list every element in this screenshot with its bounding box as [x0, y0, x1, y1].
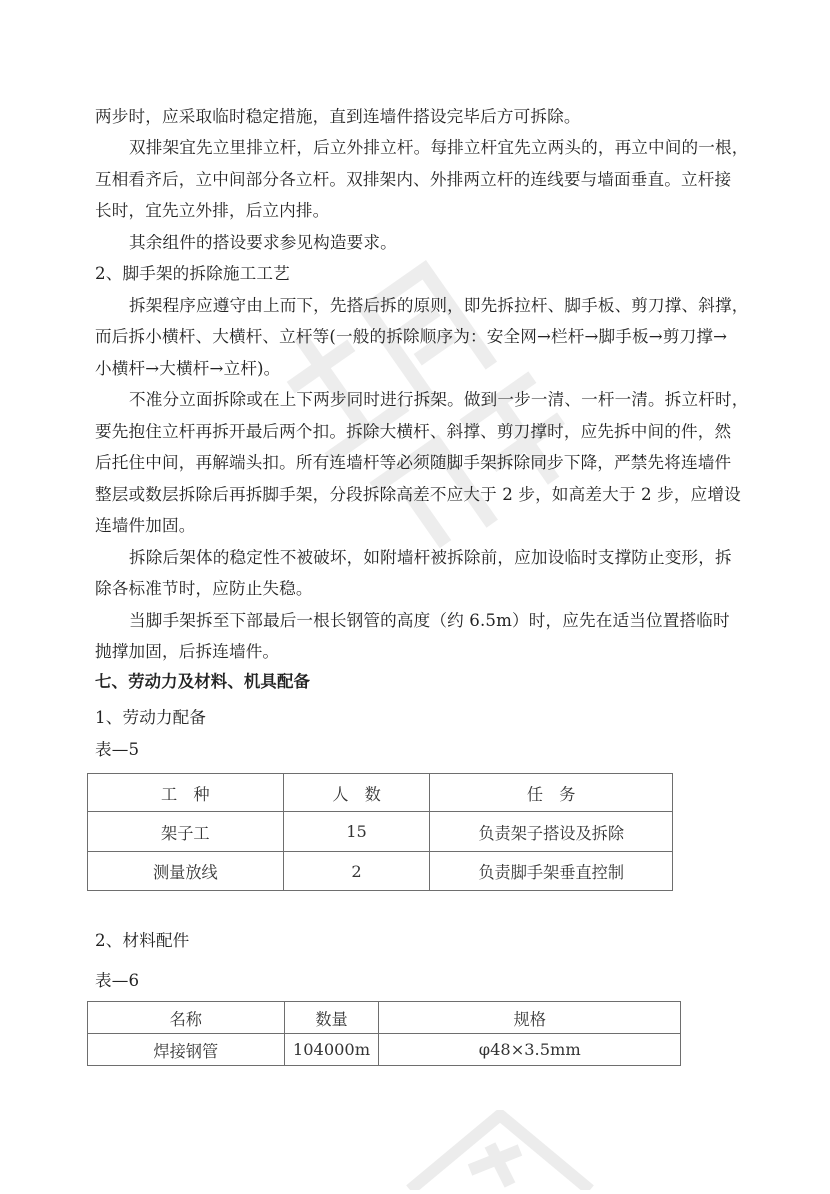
materials-table	[87, 1001, 681, 1066]
body-line: 两步时，应采取临时稳定措施，直到连墙件搭设完毕后方可拆除。	[95, 107, 581, 126]
body-line: 拆除后架体的稳定性不被破坏，如附墙杆被拆除前，应加设临时支撑防止变形，拆	[129, 548, 732, 567]
table-cell: 负责脚手架垂直控制	[430, 852, 673, 891]
table-cell: 2	[283, 852, 430, 891]
body-line: 而后拆小横杆、大横杆、立杆等(一般的拆除顺序为：安全网→栏杆→脚手板→剪刀撑→	[95, 327, 728, 346]
table-cell: 15	[283, 812, 430, 852]
body-line: 其余组件的搭设要求参见构造要求。	[129, 233, 397, 252]
table-row	[88, 852, 673, 891]
subsection-heading-labor: 1、劳动力配备	[95, 708, 207, 727]
table-header-row	[88, 1002, 681, 1034]
body-line: 双排架宜先立里排立杆，后立外排立杆。每排立杆宜先立两头的，再立中间的一根，	[129, 138, 749, 157]
labor-table	[87, 773, 673, 891]
table-row	[88, 1034, 681, 1066]
table-cell: 104000m	[284, 1034, 379, 1066]
table-header-row	[88, 774, 673, 812]
subsection-heading-materials: 2、材料配件	[95, 931, 190, 950]
body-line: 要先抱住立杆再拆开最后两个扣。拆除大横杆、斜撑、剪刀撑时，应先拆中间的件，然	[95, 422, 732, 441]
table-cell: 负责架子搭设及拆除	[430, 812, 673, 852]
column-header: 工 种	[88, 774, 284, 812]
table-6-caption: 表—6	[95, 971, 140, 990]
watermark-icon	[400, 1110, 600, 1190]
subsection-heading: 2、脚手架的拆除施工工艺	[95, 264, 290, 283]
body-line: 抛撑加固，后拆连墙件。	[95, 642, 280, 661]
table-row	[88, 812, 673, 852]
table-cell: 架子工	[88, 812, 284, 852]
body-line: 长时，宜先立外排，后立内排。	[95, 201, 330, 220]
table-5-caption: 表—5	[95, 740, 140, 759]
column-header: 人 数	[283, 774, 430, 812]
body-line: 小横杆→大横杆→立杆)。	[95, 359, 281, 378]
body-line: 拆架程序应遵守由上而下，先搭后拆的原则，即先拆拉杆、脚手板、剪刀撑、斜撑，	[129, 296, 749, 315]
body-line: 当脚手架拆至下部最后一根长钢管的高度（约 6.5m）时，应先在适当位置搭临时	[129, 611, 730, 630]
body-line: 互相看齐后，立中间部分各立杆。双排架内、外排两立杆的连线要与墙面垂直。立杆接	[95, 170, 732, 189]
column-header: 任 务	[430, 774, 673, 812]
column-header: 数量	[284, 1002, 379, 1034]
body-line: 不准分立面拆除或在上下两步同时进行拆架。做到一步一清、一杆一清。拆立杆时，	[129, 390, 749, 409]
watermark-bottom	[400, 1110, 600, 1190]
body-line: 除各标准节时，应防止失稳。	[95, 579, 313, 598]
table-cell: φ48×3.5mm	[379, 1034, 681, 1066]
body-line: 后托住中间，再解端头扣。所有连墙杆等必须随脚手架拆除同步下降，严禁先将连墙件	[95, 453, 732, 472]
column-header: 名称	[88, 1002, 285, 1034]
table-cell: 焊接钢管	[88, 1034, 285, 1066]
column-header: 规格	[379, 1002, 681, 1034]
body-line: 整层或数层拆除后再拆脚手架，分段拆除高差不应大于 2 步，如高差大于 2 步，应增设	[95, 485, 741, 504]
table-cell: 测量放线	[88, 852, 284, 891]
body-line: 连墙件加固。	[95, 516, 196, 535]
section-heading: 七、劳动力及材料、机具配备	[95, 672, 311, 691]
